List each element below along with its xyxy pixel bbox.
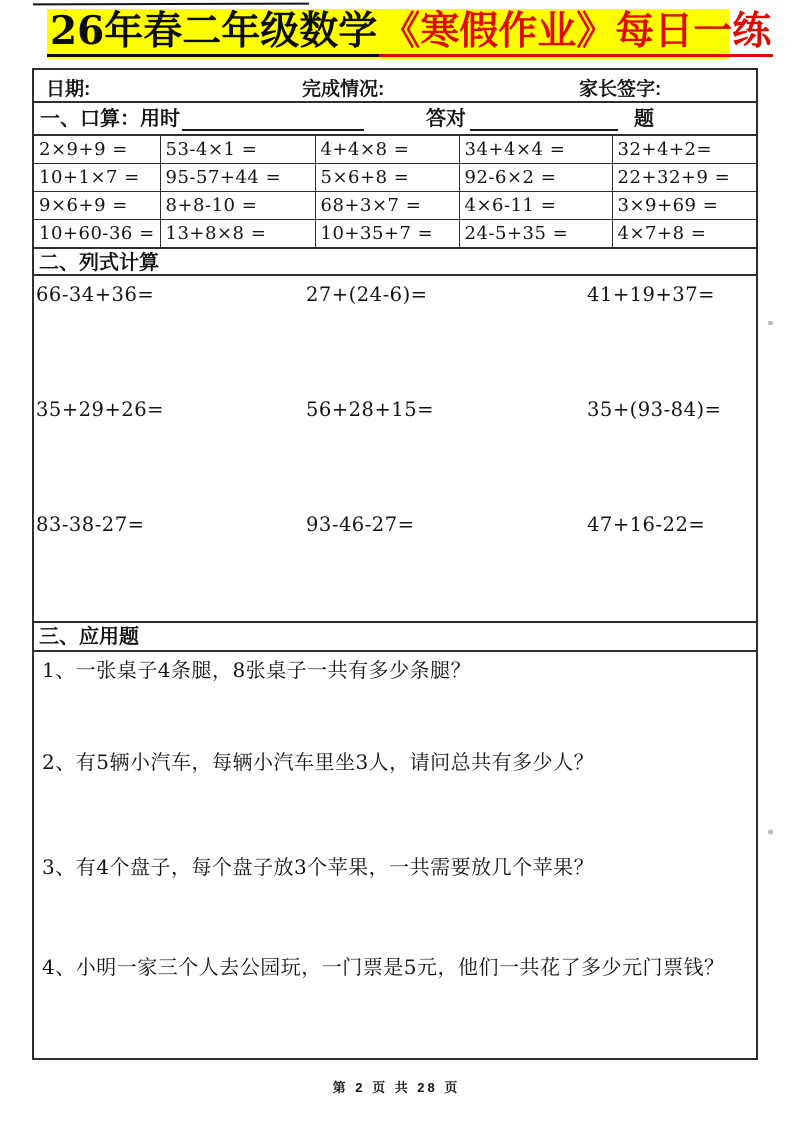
word-problem: 1、一张桌子4条腿，8张桌子一共有多少条腿？ (42, 658, 472, 682)
answer-label: 答对 (426, 108, 466, 130)
expression-cell: 47+16-22= (587, 513, 706, 536)
expression-cell: 93-46-27= (306, 513, 415, 536)
unit-label: 题 (634, 108, 654, 130)
oral-cell: 53-4×1 = (160, 136, 315, 164)
oral-cell: 95-57+44 = (160, 164, 315, 192)
oral-row (34, 164, 756, 192)
oral-cell: 8+8-10 = (160, 192, 315, 220)
scan-artifact-speck (768, 830, 773, 834)
completion-label: 完成情况: (302, 79, 385, 100)
word-problem: 4、小明一家三个人去公园玩，一门票是5元，他们一共花了多少元门票钱？ (42, 955, 725, 979)
date-label: 日期: (46, 79, 91, 100)
word-problems-heading: 三、应用题 (34, 623, 756, 652)
oral-cell: 92-6×2 = (459, 164, 612, 192)
oral-cell: 9×6+9 = (34, 192, 160, 220)
oral-cell: 32+4+2= (612, 136, 756, 164)
expression-cell: 66-34+36= (36, 283, 155, 306)
oral-cell: 10+1×7 = (34, 164, 160, 192)
listed-calculation-heading: 二、列式计算 (34, 247, 756, 276)
oral-cell: 5×6+8 = (315, 164, 459, 192)
word-problems-area (34, 657, 756, 981)
expression-cell: 83-38-27= (36, 513, 145, 536)
oral-cell: 24-5+35 = (459, 220, 612, 248)
expression-cell: 56+28+15= (306, 398, 434, 421)
oral-calculation-grid (34, 136, 756, 247)
word-problem: 2、有5辆小汽车，每辆小汽车里坐3人，请问总共有多少人？ (42, 750, 595, 774)
title-banner (47, 8, 772, 59)
oral-cell: 13+8×8 = (160, 220, 315, 248)
expression-cell: 27+(24-6)= (306, 283, 428, 306)
worksheet-table (32, 68, 758, 1060)
oral-cell: 4×7+8 = (612, 220, 756, 248)
word-problem: 3、有4个盘子，每个盘子放3个苹果，一共需要放几个苹果？ (42, 855, 595, 879)
expression-cell: 35+(93-84)= (587, 398, 722, 421)
answer-blank-line (470, 107, 618, 131)
title-black-part: 26年春二年级数学 (47, 9, 379, 57)
oral-cell: 2×9+9 = (34, 136, 160, 164)
title-red-part: 《寒假作业》每日一练 (379, 9, 773, 57)
expression-cell: 35+29+26= (36, 398, 164, 421)
oral-cell: 4×6-11 = (459, 192, 612, 220)
oral-cell: 3×9+69 = (612, 192, 756, 220)
oral-cell: 68+3×7 = (315, 192, 459, 220)
oral-cell: 34+4×4 = (459, 136, 612, 164)
oral-cell: 4+4×8 = (315, 136, 459, 164)
time-blank-line (182, 107, 364, 131)
oral-row (34, 136, 756, 164)
page-footer: 第 2 页 共 28 页 (332, 1080, 461, 1095)
oral-cell: 10+35+7 = (315, 220, 459, 248)
scan-artifact-line (33, 3, 309, 6)
oral-heading-prefix: 一、口算：用时 (40, 108, 180, 130)
oral-row (34, 192, 756, 220)
oral-section-heading (34, 103, 756, 136)
oral-cell: 22+32+9 = (612, 164, 756, 192)
signature-label: 家长签字: (579, 79, 662, 100)
info-row (34, 70, 756, 103)
expression-cell: 41+19+37= (587, 283, 715, 306)
oral-row (34, 220, 756, 248)
scan-artifact-speck (768, 321, 773, 325)
oral-cell: 10+60-36 = (34, 220, 160, 248)
listed-calculation-area (34, 276, 756, 623)
